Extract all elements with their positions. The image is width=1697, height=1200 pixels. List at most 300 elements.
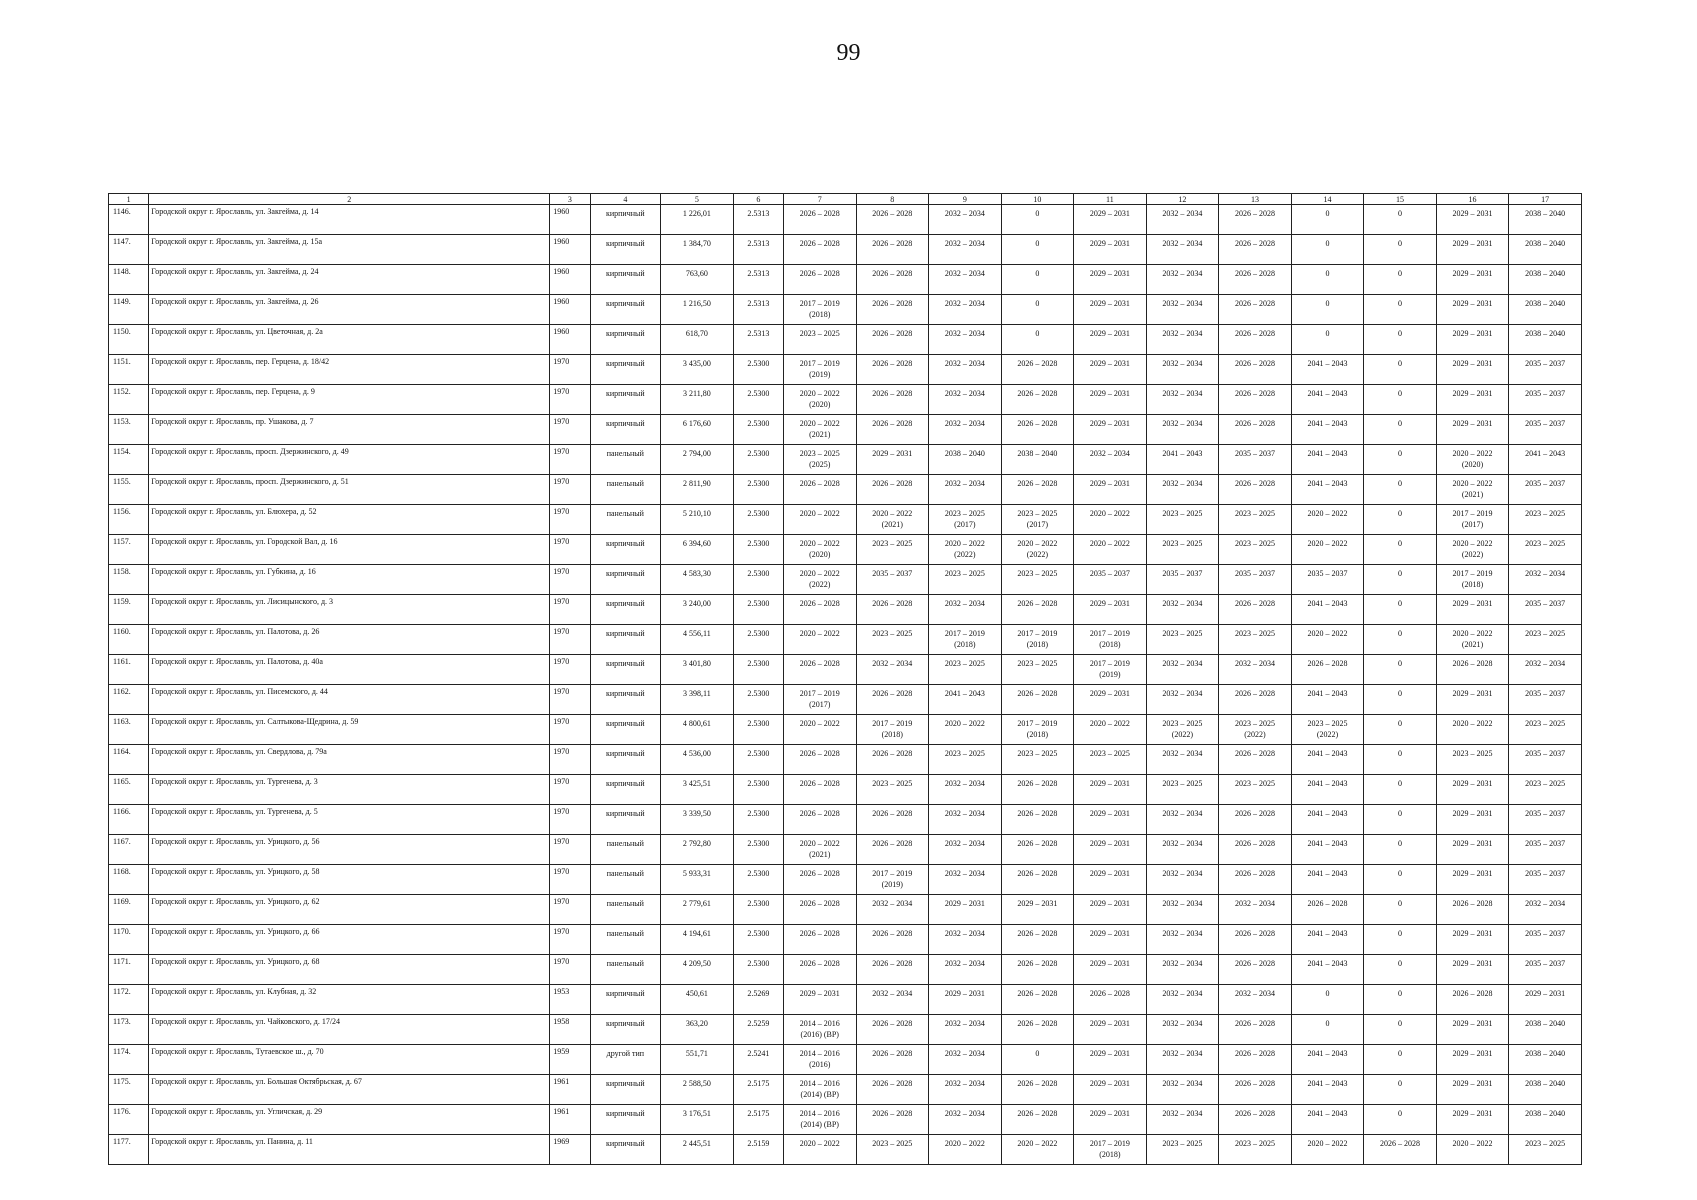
table-cell-col-3: 1969	[550, 1135, 590, 1165]
table-cell-col-16: 2029 – 2031	[1436, 865, 1509, 895]
table-cell-col-15: 0	[1364, 805, 1437, 835]
table-cell-col-2: Городской округ г. Ярославль, просп. Дзержинского, д. 49	[149, 445, 550, 475]
table-cell-col-13: 2026 – 2028	[1219, 955, 1292, 985]
table-cell-col-5: 450,61	[661, 985, 734, 1015]
table-cell-col-17: 2023 – 2025	[1509, 1135, 1582, 1165]
table-cell-col-8: 2032 – 2034	[856, 655, 929, 685]
table-cell-col-13: 2026 – 2028	[1219, 925, 1292, 955]
table-cell-col-1: 1150.	[109, 325, 149, 355]
table-row	[109, 625, 1582, 655]
table-cell-col-11: 2020 – 2022	[1074, 535, 1147, 565]
table-cell-col-14: 2041 – 2043	[1291, 355, 1364, 385]
table-cell-col-9: 2032 – 2034	[929, 955, 1002, 985]
table-cell-col-15: 0	[1364, 475, 1437, 505]
table-cell-col-8: 2020 – 2022 (2021)	[856, 505, 929, 535]
table-cell-col-9: 2038 – 2040	[929, 445, 1002, 475]
table-cell-col-11: 2032 – 2034	[1074, 445, 1147, 475]
table-cell-col-1: 1171.	[109, 955, 149, 985]
table-cell-col-6: 2.5300	[733, 865, 783, 895]
table-cell-col-9: 2020 – 2022	[929, 715, 1002, 745]
table-row	[109, 775, 1582, 805]
table-cell-col-10: 2026 – 2028	[1001, 1015, 1074, 1045]
table-cell-col-1: 1173.	[109, 1015, 149, 1045]
table-cell-col-4: кирпичный	[590, 205, 661, 235]
table-cell-col-1: 1163.	[109, 715, 149, 745]
table-cell-col-9: 2032 – 2034	[929, 475, 1002, 505]
table-cell-col-3: 1961	[550, 1075, 590, 1105]
table-cell-col-15: 0	[1364, 865, 1437, 895]
table-row	[109, 385, 1582, 415]
table-cell-col-2: Городской округ г. Ярославль, Тутаевское ш., д. 70	[149, 1045, 550, 1075]
table-cell-col-7: 2020 – 2022	[784, 1135, 857, 1165]
table-cell-col-12: 2032 – 2034	[1146, 205, 1219, 235]
table-cell-col-10: 2020 – 2022	[1001, 1135, 1074, 1165]
table-cell-col-12: 2032 – 2034	[1146, 295, 1219, 325]
table-cell-col-15: 0	[1364, 955, 1437, 985]
table-cell-col-15: 0	[1364, 745, 1437, 775]
page-number: 99	[836, 40, 861, 66]
table-cell-col-1: 1172.	[109, 985, 149, 1015]
table-row	[109, 985, 1582, 1015]
table-cell-col-11: 2020 – 2022	[1074, 505, 1147, 535]
table-cell-col-16: 2029 – 2031	[1436, 355, 1509, 385]
table-cell-col-14: 0	[1291, 265, 1364, 295]
table-cell-col-5: 3 339,50	[661, 805, 734, 835]
table-cell-col-14: 2020 – 2022	[1291, 625, 1364, 655]
table-cell-col-14: 2026 – 2028	[1291, 895, 1364, 925]
table-cell-col-8: 2023 – 2025	[856, 775, 929, 805]
table-cell-col-12: 2032 – 2034	[1146, 235, 1219, 265]
table-cell-col-3: 1970	[550, 775, 590, 805]
table-cell-col-6: 2.5300	[733, 565, 783, 595]
table-row	[109, 805, 1582, 835]
table-cell-col-16: 2020 – 2022 (2021)	[1436, 475, 1509, 505]
table-cell-col-16: 2029 – 2031	[1436, 955, 1509, 985]
table-cell-col-17: 2035 – 2037	[1509, 475, 1582, 505]
table-cell-col-3: 1970	[550, 955, 590, 985]
table-cell-col-2: Городской округ г. Ярославль, ул. Закгейма, д. 24	[149, 265, 550, 295]
table-cell-col-5: 2 794,00	[661, 445, 734, 475]
table-row	[109, 685, 1582, 715]
table-cell-col-16: 2017 – 2019 (2017)	[1436, 505, 1509, 535]
table-cell-col-10: 2026 – 2028	[1001, 925, 1074, 955]
table-cell-col-11: 2029 – 2031	[1074, 415, 1147, 445]
table-cell-col-2: Городской округ г. Ярославль, ул. Палотова, д. 26	[149, 625, 550, 655]
table-cell-col-8: 2032 – 2034	[856, 985, 929, 1015]
table-cell-col-5: 4 583,30	[661, 565, 734, 595]
table-cell-col-6: 2.5300	[733, 655, 783, 685]
table-cell-col-14: 2023 – 2025 (2022)	[1291, 715, 1364, 745]
table-cell-col-15: 2026 – 2028	[1364, 1135, 1437, 1165]
table-cell-col-3: 1970	[550, 595, 590, 625]
table-cell-col-9: 2032 – 2034	[929, 205, 1002, 235]
table-cell-col-12: 2032 – 2034	[1146, 1105, 1219, 1135]
table-cell-col-9: 2023 – 2025 (2017)	[929, 505, 1002, 535]
table-cell-col-9: 2032 – 2034	[929, 325, 1002, 355]
table-cell-col-4: панельный	[590, 865, 661, 895]
table-cell-col-1: 1148.	[109, 265, 149, 295]
table-cell-col-15: 0	[1364, 625, 1437, 655]
table-cell-col-4: панельный	[590, 475, 661, 505]
table-cell-col-7: 2023 – 2025 (2025)	[784, 445, 857, 475]
table-cell-col-8: 2026 – 2028	[856, 355, 929, 385]
table-cell-col-10: 2026 – 2028	[1001, 595, 1074, 625]
table-cell-col-2: Городской округ г. Ярославль, ул. Урицкого, д. 68	[149, 955, 550, 985]
header-cell-4: 4	[590, 194, 661, 205]
table-cell-col-10: 2029 – 2031	[1001, 895, 1074, 925]
table-cell-col-15: 0	[1364, 775, 1437, 805]
table-cell-col-2: Городской округ г. Ярославль, ул. Панина, д. 11	[149, 1135, 550, 1165]
table-cell-col-17: 2035 – 2037	[1509, 385, 1582, 415]
table-cell-col-6: 2.5300	[733, 505, 783, 535]
table-cell-col-6: 2.5313	[733, 265, 783, 295]
table-cell-col-4: кирпичный	[590, 415, 661, 445]
table-cell-col-9: 2032 – 2034	[929, 1105, 1002, 1135]
table-cell-col-1: 1161.	[109, 655, 149, 685]
table-cell-col-6: 2.5259	[733, 1015, 783, 1045]
table-cell-col-12: 2032 – 2034	[1146, 1075, 1219, 1105]
table-cell-col-6: 2.5300	[733, 355, 783, 385]
table-cell-col-13: 2032 – 2034	[1219, 985, 1292, 1015]
table-cell-col-11: 2029 – 2031	[1074, 1105, 1147, 1135]
table-cell-col-1: 1147.	[109, 235, 149, 265]
table-cell-col-3: 1970	[550, 415, 590, 445]
table-cell-col-17: 2038 – 2040	[1509, 205, 1582, 235]
table-cell-col-11: 2029 – 2031	[1074, 205, 1147, 235]
table-cell-col-14: 2041 – 2043	[1291, 955, 1364, 985]
table-cell-col-13: 2026 – 2028	[1219, 835, 1292, 865]
table-cell-col-9: 2032 – 2034	[929, 235, 1002, 265]
table-cell-col-11: 2029 – 2031	[1074, 865, 1147, 895]
table-cell-col-4: кирпичный	[590, 295, 661, 325]
table-cell-col-12: 2032 – 2034	[1146, 745, 1219, 775]
table-cell-col-3: 1970	[550, 565, 590, 595]
table-cell-col-14: 2041 – 2043	[1291, 1075, 1364, 1105]
table-cell-col-6: 2.5300	[733, 955, 783, 985]
table-cell-col-11: 2017 – 2019 (2019)	[1074, 655, 1147, 685]
table-cell-col-6: 2.5300	[733, 925, 783, 955]
table-cell-col-7: 2026 – 2028	[784, 745, 857, 775]
table-cell-col-12: 2032 – 2034	[1146, 955, 1219, 985]
header-cell-14: 14	[1291, 194, 1364, 205]
table-cell-col-8: 2026 – 2028	[856, 745, 929, 775]
table-cell-col-17: 2035 – 2037	[1509, 955, 1582, 985]
table-cell-col-13: 2026 – 2028	[1219, 265, 1292, 295]
table-cell-col-16: 2029 – 2031	[1436, 1075, 1509, 1105]
header-cell-6: 6	[733, 194, 783, 205]
table-cell-col-11: 2029 – 2031	[1074, 1075, 1147, 1105]
table-cell-col-9: 2032 – 2034	[929, 1015, 1002, 1045]
table-cell-col-5: 1 226,01	[661, 205, 734, 235]
table-cell-col-14: 2041 – 2043	[1291, 685, 1364, 715]
table-cell-col-4: кирпичный	[590, 1075, 661, 1105]
table-row	[109, 565, 1582, 595]
table-cell-col-2: Городской округ г. Ярославль, ул. Тургенева, д. 3	[149, 775, 550, 805]
table-cell-col-7: 2026 – 2028	[784, 235, 857, 265]
housing-repair-schedule-table	[108, 193, 1582, 1165]
table-cell-col-6: 2.5241	[733, 1045, 783, 1075]
table-cell-col-10: 2023 – 2025	[1001, 745, 1074, 775]
table-row	[109, 955, 1582, 985]
table-cell-col-16: 2020 – 2022	[1436, 1135, 1509, 1165]
table-cell-col-6: 2.5300	[733, 475, 783, 505]
table-cell-col-10: 2017 – 2019 (2018)	[1001, 715, 1074, 745]
table-cell-col-5: 4 536,00	[661, 745, 734, 775]
table-cell-col-17: 2035 – 2037	[1509, 745, 1582, 775]
table-cell-col-2: Городской округ г. Ярославль, ул. Большая Октябрьская, д. 67	[149, 1075, 550, 1105]
table-cell-col-16: 2029 – 2031	[1436, 685, 1509, 715]
table-cell-col-14: 2026 – 2028	[1291, 655, 1364, 685]
table-cell-col-13: 2023 – 2025	[1219, 505, 1292, 535]
table-row	[109, 415, 1582, 445]
table-cell-col-16: 2029 – 2031	[1436, 775, 1509, 805]
table-cell-col-4: кирпичный	[590, 745, 661, 775]
table-cell-col-7: 2017 – 2019 (2019)	[784, 355, 857, 385]
table-cell-col-17: 2035 – 2037	[1509, 355, 1582, 385]
table-cell-col-2: Городской округ г. Ярославль, пер. Герцена, д. 9	[149, 385, 550, 415]
table-cell-col-16: 2029 – 2031	[1436, 385, 1509, 415]
table-cell-col-13: 2026 – 2028	[1219, 595, 1292, 625]
table-cell-col-4: кирпичный	[590, 385, 661, 415]
table-cell-col-12: 2023 – 2025	[1146, 775, 1219, 805]
table-cell-col-7: 2020 – 2022 (2020)	[784, 535, 857, 565]
table-cell-col-6: 2.5300	[733, 775, 783, 805]
table-cell-col-8: 2017 – 2019 (2018)	[856, 715, 929, 745]
table-cell-col-2: Городской округ г. Ярославль, просп. Дзержинского, д. 51	[149, 475, 550, 505]
table-cell-col-5: 5 210,10	[661, 505, 734, 535]
table-cell-col-7: 2026 – 2028	[784, 655, 857, 685]
table-cell-col-10: 2026 – 2028	[1001, 415, 1074, 445]
table-cell-col-15: 0	[1364, 595, 1437, 625]
table-cell-col-3: 1970	[550, 715, 590, 745]
table-cell-col-5: 5 933,31	[661, 865, 734, 895]
table-cell-col-8: 2026 – 2028	[856, 955, 929, 985]
table-cell-col-3: 1960	[550, 265, 590, 295]
table-cell-col-13: 2026 – 2028	[1219, 805, 1292, 835]
table-cell-col-6: 2.5300	[733, 685, 783, 715]
table-cell-col-14: 2020 – 2022	[1291, 1135, 1364, 1165]
table-cell-col-11: 2029 – 2031	[1074, 775, 1147, 805]
table-cell-col-14: 2041 – 2043	[1291, 925, 1364, 955]
table-cell-col-14: 0	[1291, 205, 1364, 235]
table-cell-col-1: 1157.	[109, 535, 149, 565]
table-cell-col-11: 2029 – 2031	[1074, 235, 1147, 265]
table-cell-col-13: 2026 – 2028	[1219, 1075, 1292, 1105]
table-cell-col-12: 2023 – 2025	[1146, 1135, 1219, 1165]
table-row	[109, 1045, 1582, 1075]
table-cell-col-10: 2026 – 2028	[1001, 355, 1074, 385]
table-cell-col-6: 2.5159	[733, 1135, 783, 1165]
table-cell-col-15: 0	[1364, 535, 1437, 565]
table-cell-col-10: 2026 – 2028	[1001, 805, 1074, 835]
table-cell-col-11: 2029 – 2031	[1074, 265, 1147, 295]
table-cell-col-11: 2029 – 2031	[1074, 685, 1147, 715]
table-cell-col-9: 2023 – 2025	[929, 745, 1002, 775]
table-cell-col-16: 2017 – 2019 (2018)	[1436, 565, 1509, 595]
table-cell-col-5: 1 384,70	[661, 235, 734, 265]
table-row	[109, 355, 1582, 385]
table-cell-col-15: 0	[1364, 925, 1437, 955]
table-cell-col-14: 2041 – 2043	[1291, 1105, 1364, 1135]
table-cell-col-4: кирпичный	[590, 655, 661, 685]
table-cell-col-7: 2029 – 2031	[784, 985, 857, 1015]
table-cell-col-10: 2017 – 2019 (2018)	[1001, 625, 1074, 655]
table-cell-col-13: 2035 – 2037	[1219, 445, 1292, 475]
table-cell-col-13: 2026 – 2028	[1219, 355, 1292, 385]
table-cell-col-15: 0	[1364, 1105, 1437, 1135]
table-cell-col-15: 0	[1364, 1075, 1437, 1105]
table-cell-col-12: 2032 – 2034	[1146, 835, 1219, 865]
table-cell-col-12: 2032 – 2034	[1146, 985, 1219, 1015]
table-cell-col-10: 2026 – 2028	[1001, 475, 1074, 505]
table-cell-col-11: 2029 – 2031	[1074, 325, 1147, 355]
table-cell-col-11: 2029 – 2031	[1074, 925, 1147, 955]
table-cell-col-3: 1958	[550, 1015, 590, 1045]
table-cell-col-13: 2032 – 2034	[1219, 895, 1292, 925]
table-cell-col-5: 3 425,51	[661, 775, 734, 805]
table-cell-col-1: 1175.	[109, 1075, 149, 1105]
table-cell-col-3: 1970	[550, 535, 590, 565]
table-cell-col-16: 2029 – 2031	[1436, 415, 1509, 445]
table-cell-col-9: 2032 – 2034	[929, 865, 1002, 895]
table-cell-col-10: 2038 – 2040	[1001, 445, 1074, 475]
table-cell-col-12: 2023 – 2025	[1146, 505, 1219, 535]
table-cell-col-6: 2.5300	[733, 805, 783, 835]
table-row	[109, 535, 1582, 565]
table-cell-col-10: 2026 – 2028	[1001, 775, 1074, 805]
table-cell-col-17: 2038 – 2040	[1509, 235, 1582, 265]
table-cell-col-1: 1156.	[109, 505, 149, 535]
table-cell-col-9: 2032 – 2034	[929, 355, 1002, 385]
table-cell-col-15: 0	[1364, 655, 1437, 685]
table-cell-col-16: 2023 – 2025	[1436, 745, 1509, 775]
table-cell-col-4: кирпичный	[590, 985, 661, 1015]
table-cell-col-10: 2026 – 2028	[1001, 1075, 1074, 1105]
header-cell-12: 12	[1146, 194, 1219, 205]
table-cell-col-5: 3 435,00	[661, 355, 734, 385]
table-cell-col-17: 2035 – 2037	[1509, 925, 1582, 955]
table-cell-col-4: кирпичный	[590, 355, 661, 385]
table-cell-col-7: 2026 – 2028	[784, 865, 857, 895]
table-cell-col-1: 1162.	[109, 685, 149, 715]
table-cell-col-9: 2032 – 2034	[929, 775, 1002, 805]
table-cell-col-14: 2041 – 2043	[1291, 1045, 1364, 1075]
table-cell-col-3: 1970	[550, 355, 590, 385]
table-cell-col-12: 2032 – 2034	[1146, 925, 1219, 955]
table-cell-col-15: 0	[1364, 685, 1437, 715]
table-cell-col-17: 2023 – 2025	[1509, 625, 1582, 655]
table-cell-col-4: кирпичный	[590, 775, 661, 805]
table-cell-col-9: 2023 – 2025	[929, 565, 1002, 595]
table-row	[109, 265, 1582, 295]
table-cell-col-8: 2026 – 2028	[856, 235, 929, 265]
table-cell-col-7: 2020 – 2022	[784, 505, 857, 535]
table-cell-col-5: 363,20	[661, 1015, 734, 1045]
table-row	[109, 295, 1582, 325]
table-cell-col-15: 0	[1364, 895, 1437, 925]
table-cell-col-13: 2026 – 2028	[1219, 295, 1292, 325]
table-cell-col-14: 0	[1291, 235, 1364, 265]
table-cell-col-7: 2026 – 2028	[784, 205, 857, 235]
table-cell-col-12: 2023 – 2025 (2022)	[1146, 715, 1219, 745]
table-cell-col-13: 2026 – 2028	[1219, 865, 1292, 895]
table-cell-col-16: 2029 – 2031	[1436, 265, 1509, 295]
table-cell-col-15: 0	[1364, 415, 1437, 445]
table-cell-col-17: 2032 – 2034	[1509, 565, 1582, 595]
table-cell-col-7: 2020 – 2022 (2021)	[784, 415, 857, 445]
table-cell-col-11: 2017 – 2019 (2018)	[1074, 1135, 1147, 1165]
table-cell-col-4: кирпичный	[590, 685, 661, 715]
table-cell-col-8: 2026 – 2028	[856, 1015, 929, 1045]
table-cell-col-1: 1166.	[109, 805, 149, 835]
table-cell-col-8: 2023 – 2025	[856, 535, 929, 565]
table-cell-col-6: 2.5300	[733, 835, 783, 865]
table-cell-col-2: Городской округ г. Ярославль, ул. Палотова, д. 40а	[149, 655, 550, 685]
table-cell-col-3: 1970	[550, 835, 590, 865]
table-cell-col-9: 2029 – 2031	[929, 985, 1002, 1015]
table-cell-col-3: 1960	[550, 235, 590, 265]
table-cell-col-4: кирпичный	[590, 715, 661, 745]
table-cell-col-10: 0	[1001, 235, 1074, 265]
table-cell-col-14: 2041 – 2043	[1291, 865, 1364, 895]
table-cell-col-2: Городской округ г. Ярославль, пр. Ушакова, д. 7	[149, 415, 550, 445]
table-cell-col-14: 2041 – 2043	[1291, 775, 1364, 805]
table-cell-col-5: 4 194,61	[661, 925, 734, 955]
table-cell-col-4: панельный	[590, 505, 661, 535]
table-cell-col-6: 2.5175	[733, 1105, 783, 1135]
table-cell-col-16: 2029 – 2031	[1436, 1105, 1509, 1135]
table-row	[109, 1105, 1582, 1135]
table-cell-col-2: Городской округ г. Ярославль, ул. Писемского, д. 44	[149, 685, 550, 715]
table-cell-col-12: 2032 – 2034	[1146, 895, 1219, 925]
table-cell-col-10: 2026 – 2028	[1001, 865, 1074, 895]
table-cell-col-8: 2026 – 2028	[856, 1075, 929, 1105]
table-cell-col-13: 2026 – 2028	[1219, 325, 1292, 355]
table-cell-col-7: 2023 – 2025	[784, 325, 857, 355]
table-cell-col-2: Городской округ г. Ярославль, ул. Городской Вал, д. 16	[149, 535, 550, 565]
table-cell-col-2: Городской округ г. Ярославль, ул. Закгейма, д. 14	[149, 205, 550, 235]
table-cell-col-7: 2014 – 2016 (2016) (ВР)	[784, 1015, 857, 1045]
table-cell-col-16: 2029 – 2031	[1436, 295, 1509, 325]
table-cell-col-13: 2026 – 2028	[1219, 235, 1292, 265]
table-cell-col-12: 2032 – 2034	[1146, 475, 1219, 505]
table-cell-col-17: 2023 – 2025	[1509, 775, 1582, 805]
table-row	[109, 1015, 1582, 1045]
table-cell-col-11: 2017 – 2019 (2018)	[1074, 625, 1147, 655]
table-cell-col-8: 2017 – 2019 (2019)	[856, 865, 929, 895]
header-cell-7: 7	[784, 194, 857, 205]
table-cell-col-6: 2.5313	[733, 325, 783, 355]
table-cell-col-16: 2029 – 2031	[1436, 835, 1509, 865]
table-cell-col-12: 2032 – 2034	[1146, 265, 1219, 295]
table-cell-col-15: 0	[1364, 835, 1437, 865]
table-cell-col-9: 2032 – 2034	[929, 385, 1002, 415]
header-cell-15: 15	[1364, 194, 1437, 205]
table-cell-col-5: 4 209,50	[661, 955, 734, 985]
table-cell-col-2: Городской округ г. Ярославль, пер. Герцена, д. 18/42	[149, 355, 550, 385]
table-cell-col-3: 1960	[550, 325, 590, 355]
table-cell-col-12: 2032 – 2034	[1146, 595, 1219, 625]
table-cell-col-12: 2035 – 2037	[1146, 565, 1219, 595]
table-cell-col-7: 2017 – 2019 (2018)	[784, 295, 857, 325]
table-cell-col-5: 551,71	[661, 1045, 734, 1075]
table-row	[109, 445, 1582, 475]
table-cell-col-13: 2023 – 2025 (2022)	[1219, 715, 1292, 745]
table-row	[109, 235, 1582, 265]
table-cell-col-10: 0	[1001, 265, 1074, 295]
table-cell-col-1: 1167.	[109, 835, 149, 865]
table-cell-col-12: 2032 – 2034	[1146, 805, 1219, 835]
